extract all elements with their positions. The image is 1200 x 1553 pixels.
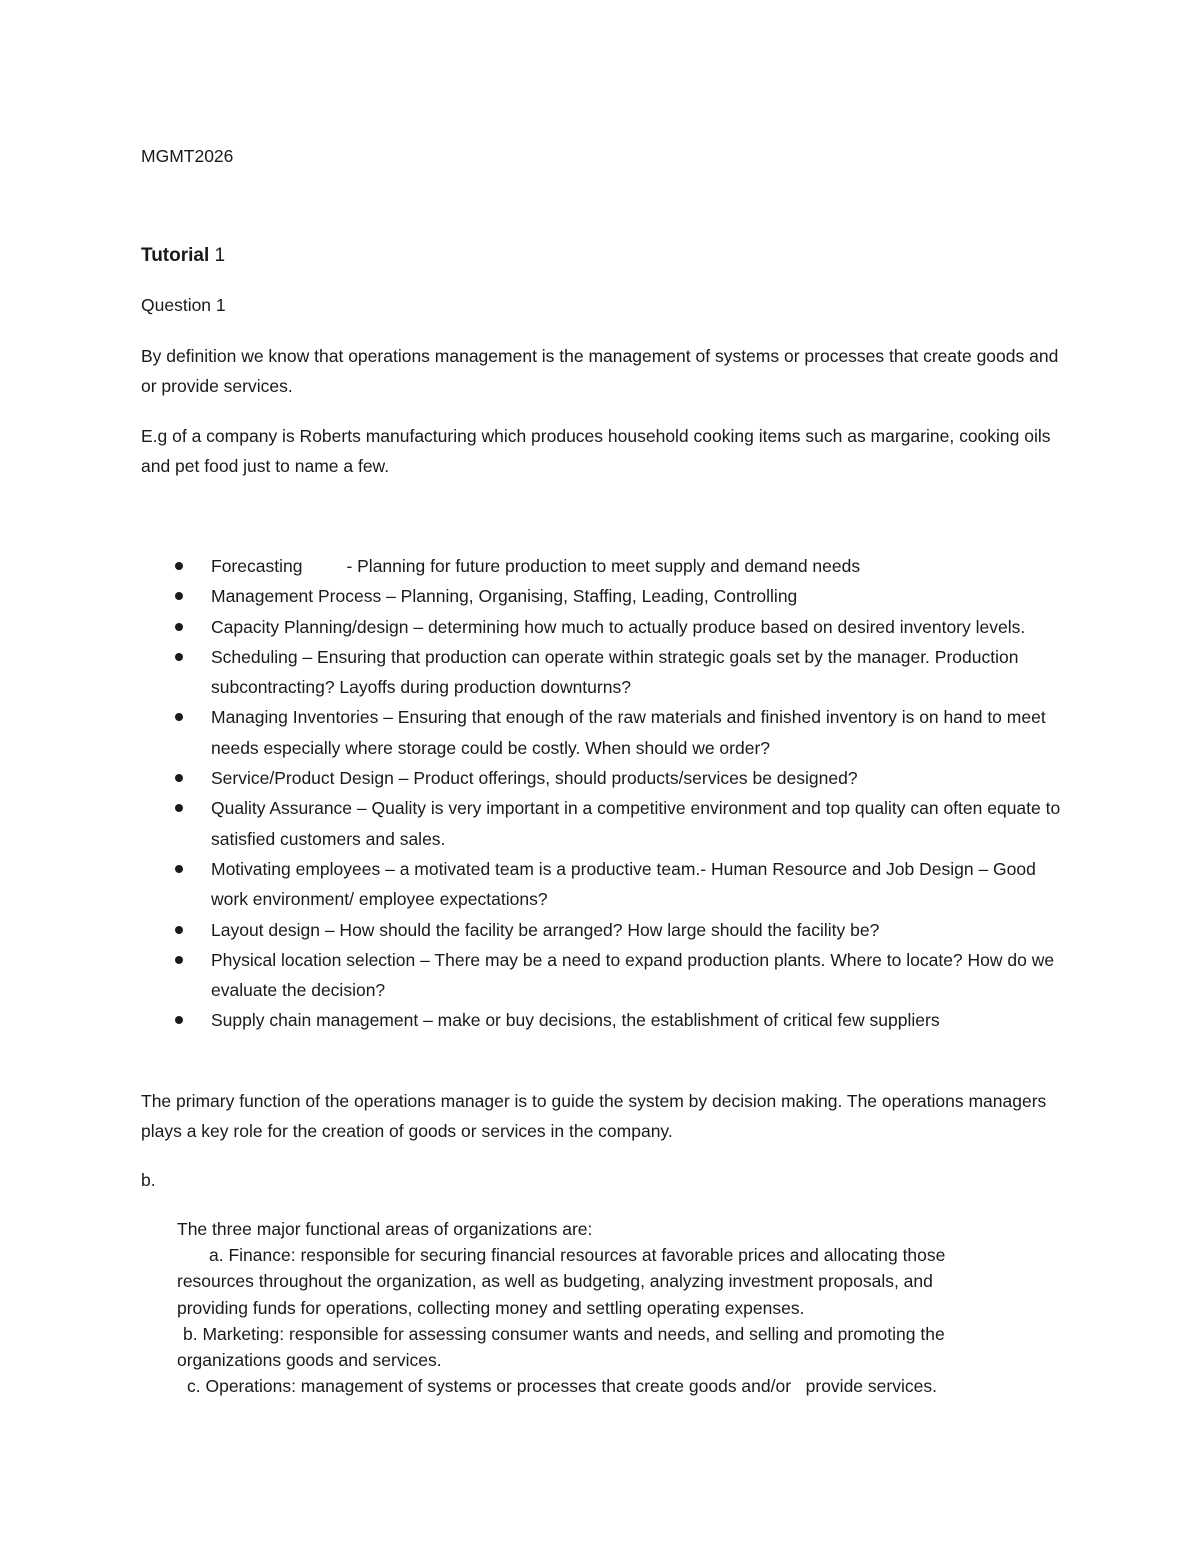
list-item [141,1005,1071,1035]
bullet-icon [175,774,183,782]
bullet-text: Physical location selection – There may be a need to expand production plants. Where to locate? How do we evaluate the decision? [211,949,1055,1001]
bullet-text: Scheduling – Ensuring that production can operate within strategic goals set by the manager. Production subcontracting? Layoffs during production downturns? [211,646,1019,698]
bullet-text: Managing Inventories – Ensuring that enough of the raw materials and finished inventory is on hand to meet needs especially where storage could be costly. When should we order? [211,707,1046,758]
bullet-icon [175,926,183,934]
bullet-icon [175,713,183,721]
operations-bullet-list [141,551,1071,1036]
bullet-icon [175,562,183,570]
operations-line-1: c. Operations: management of systems or processes that create goods and/or provide services. [187,1376,937,1397]
bullet-text: Motivating employees – a motivated team is a productive team.- Human Resource and Job Design – Good work environment/ employee expectations? [211,858,1036,910]
bullet-text: Capacity Planning/design – determining how much to actually produce based on desired inventory levels. [211,616,1026,637]
tutorial-title-bold: Tutorial [141,245,210,266]
list-item [141,642,1071,703]
list-item [141,551,1071,581]
marketing-line-1: b. Marketing: responsible for assessing consumer wants and needs, and selling and promoting the [183,1323,945,1344]
tutorial-title [141,245,225,267]
list-item [141,793,1071,854]
finance-line-2: resources throughout the organization, as well as budgeting, analyzing investment proposals, and [177,1271,933,1292]
bullet-icon [175,653,183,661]
bullet-text: Quality Assurance – Quality is very important in a competitive environment and top quality can often equate to satisfied customers and sales. [211,798,1061,849]
primary-function-paragraph: The primary function of the operations manager is to guide the system by decision making. The operations managers plays a key role for the creation of goods or services in the company. [141,1091,1047,1141]
bullet-icon [175,956,183,964]
list-item [141,581,1071,611]
forecasting-description: - Planning for future production to meet supply and demand needs [346,556,861,576]
bullet-text: Management Process – Planning, Organising, Staffing, Leading, Controlling [211,586,798,607]
finance-line-1: a. Finance: responsible for securing financial resources at favorable prices and allocating those [209,1245,946,1266]
part-b-label: b. [141,1170,156,1190]
list-item [141,763,1071,793]
bullet-text: Layout design – How should the facility be arranged? How large should the facility be? [211,919,880,940]
question-label: Question 1 [141,295,226,315]
list-item [141,945,1071,1006]
bullet-icon [175,592,183,600]
bullet-icon [175,865,183,873]
bullet-icon [175,623,183,631]
course-code: MGMT2026 [141,146,234,166]
finance-line-3: providing funds for operations, collecting money and settling operating expenses. [177,1297,805,1318]
functional-areas-intro: The three major functional areas of organizations are: [177,1219,593,1239]
bullet-text: Service/Product Design – Product offerings, should products/services be designed? [211,768,858,789]
list-item [141,915,1071,945]
list-item [141,612,1071,642]
list-item [141,702,1071,763]
example-paragraph: E.g of a company is Roberts manufacturing which produces household cooking items such as margarine, cooking oils and pet food just to name a few. [141,426,1051,476]
tutorial-number: 1 [214,245,226,266]
forecasting-term: Forecasting [211,556,303,576]
marketing-line-2: organizations goods and services. [177,1350,442,1371]
bullet-icon [175,804,183,812]
bullet-icon [175,1016,183,1024]
bullet-text: Supply chain management – make or buy decisions, the establishment of critical few suppliers [211,1010,940,1031]
definition-paragraph: By definition we know that operations management is the management of systems or processes that create goods and or provide services. [141,346,1059,396]
list-item [141,854,1071,915]
functional-areas-block [177,1216,1057,1399]
